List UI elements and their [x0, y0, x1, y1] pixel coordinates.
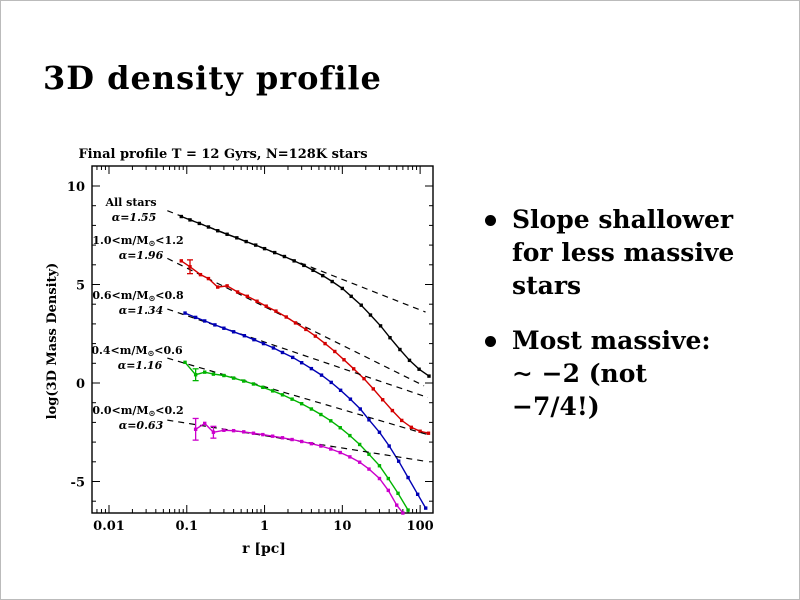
series-alpha-mass-1.0-1.2: α=1.96 — [118, 249, 164, 262]
bullet-icon — [485, 215, 496, 226]
series-mass-0.0-0.2 — [92, 404, 428, 515]
chart-svg — [1, 131, 471, 571]
series-label-all-stars: All stars — [105, 196, 157, 209]
bullet-1-line-3: stars — [512, 271, 582, 300]
y-axis-label: log(3D Mass Density) — [45, 262, 60, 420]
series-label-mass-1.0-1.2: 1.0<m/M⊙<1.2 — [92, 234, 184, 248]
series-alpha-mass-0.0-0.2: α=0.63 — [118, 419, 164, 432]
series-alpha-mass-0.6-0.8: α=1.34 — [118, 304, 164, 317]
x-axis-label: r [pc] — [242, 541, 286, 557]
series-label-mass-0.0-0.2: 0.0<m/M⊙<0.2 — [92, 404, 184, 418]
bullet-2-line-2: ∼ −2 (not — [512, 359, 647, 388]
x-tick-label: 10 — [333, 519, 352, 534]
bullet-2-line-3: −7/4!) — [512, 392, 600, 421]
bullet-item — [485, 203, 745, 302]
y-tick-label: 5 — [75, 278, 85, 294]
curve-mass-0.0-0.2 — [196, 423, 403, 513]
chart-title: Final profile T = 12 Gyrs, N=128K stars — [78, 147, 368, 162]
fit-line-mass-0.4-0.6 — [167, 358, 428, 435]
x-tick-label: 100 — [406, 519, 434, 534]
series-alpha-mass-0.4-0.6: α=1.16 — [117, 359, 163, 372]
series-label-mass-0.4-0.6: 0.4<m/M⊙<0.6 — [91, 344, 183, 358]
y-tick-label: 0 — [75, 377, 85, 392]
density-profile-plot — [1, 131, 471, 571]
curve-mass-0.4-0.6 — [185, 362, 408, 510]
x-tick-label: 1 — [260, 519, 270, 534]
slide-title: 3D density profile — [43, 59, 382, 97]
bullet-1-line-1: Slope shallower — [512, 205, 734, 234]
y-tick-label: -5 — [70, 475, 85, 491]
x-tick-label: 0.01 — [93, 519, 125, 534]
bullet-1-line-2: for less massive — [512, 238, 735, 267]
series-alpha-all-stars: α=1.55 — [111, 211, 157, 224]
curve-all-stars — [181, 217, 429, 377]
bullet-item — [485, 324, 745, 423]
bullet-list — [485, 203, 745, 445]
bullet-2-line-1: Most massive: — [512, 326, 711, 355]
x-tick-label: 0.1 — [175, 519, 199, 534]
y-tick-label: 10 — [66, 180, 85, 195]
bullet-icon — [485, 336, 496, 347]
series-label-mass-0.6-0.8: 0.6<m/M⊙<0.8 — [92, 289, 184, 303]
